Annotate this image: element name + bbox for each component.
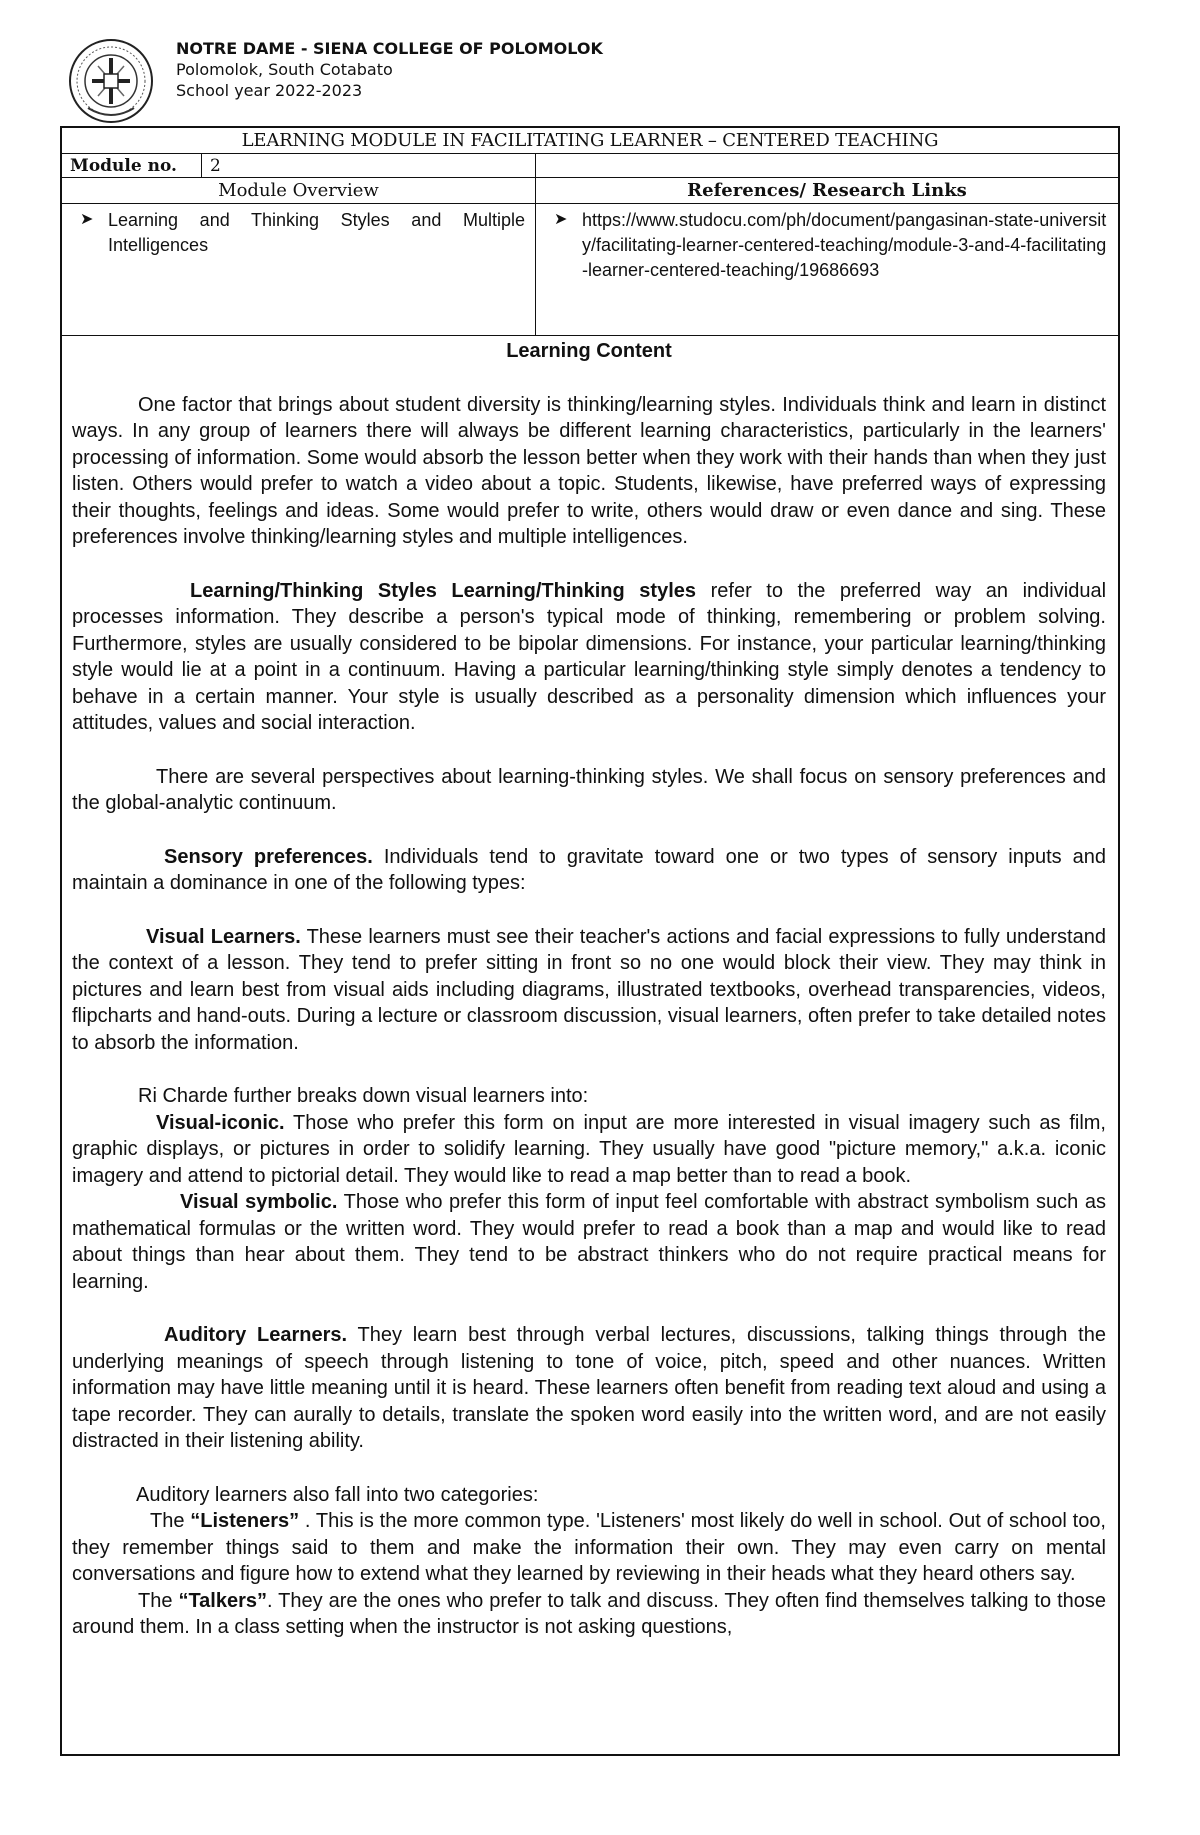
- auditory-learners-term: Auditory Learners.: [164, 1324, 348, 1346]
- sensory-term: Sensory preferences.: [164, 845, 373, 868]
- paragraph-talkers: [72, 1588, 1106, 1641]
- document-header: [68, 38, 1108, 124]
- learning-styles-term: Learning/Thinking Styles Learning/Thinking styles: [190, 579, 697, 602]
- paragraph-visual-iconic: [72, 1110, 1106, 1190]
- learning-content: [62, 338, 1118, 1641]
- school-seal-icon: [68, 38, 154, 124]
- overview-body-row: [62, 204, 1118, 336]
- learning-styles-text: refer to the preferred way an individual processes information. They describe a person's typical mode of thinking, remembering or problem solving. Furthermore, styles are usually considered to be bipolar dimensions. For instance, your particular learning/thinking style would lie at a point in a continuum. Having a particular learning/thinking style simply denotes a tendency to behave in a certain manner. Your style is usually described as a personality dimension which influences your attitudes, values and social interaction.: [72, 579, 1107, 734]
- overview-item: [62, 204, 535, 258]
- reference-item: [536, 204, 1118, 283]
- overview-header-row: [62, 178, 1118, 204]
- richarde-text: Ri Charde further breaks down visual learners into:: [138, 1085, 589, 1107]
- school-year: School year 2022-2023: [176, 81, 363, 100]
- paragraph-sensory: [72, 844, 1106, 897]
- module-title: LEARNING MODULE IN FACILITATING LEARNER – CENTERED TEACHING: [241, 130, 939, 151]
- auditory-learners-text: They learn best through verbal lectures, discussions, talking things through the underlying meanings of speech through listening to tone of voice, pitch, speed and other nuances. Written information may have little meaning until it is heard. These learners often benefit from reading text aloud and using a tape recorder. They can aurally to details, translate the spoken word easily into the written word, and are not easily distracted in their listening ability.: [72, 1324, 1106, 1452]
- visual-symbolic-text: Those who prefer this form of input feel comfortable with abstract symbolism such as mathematical formulas or the written word. They would prefer to read a book than a map and would like to read about things than hear about them. They tend to be abstract thinkers who do not require practical means for learning.: [72, 1191, 1106, 1293]
- reference-link[interactable]: https://www.studocu.com/ph/document/pangasinan-state-university/facilitating-learner-centered-teaching/module-3-and-4-facilitating-learner-centered-teaching/19686693: [582, 210, 1107, 280]
- visual-symbolic-term: Visual symbolic.: [180, 1191, 338, 1213]
- module-title-row: [62, 128, 1118, 154]
- arrow-bullet-icon: ➤: [80, 211, 94, 228]
- paragraph-learning-styles: [72, 578, 1106, 737]
- visual-learners-term: Visual Learners.: [146, 925, 301, 948]
- module-number-empty-cell: [536, 154, 1118, 177]
- school-name: NOTRE DAME - SIENA COLLEGE OF POLOMOLOK: [176, 39, 603, 58]
- paragraph-listeners: [72, 1508, 1106, 1588]
- talkers-prefix: The: [138, 1589, 179, 1612]
- listeners-prefix: The: [150, 1510, 191, 1532]
- sensory-text: Individuals tend to gravitate toward one or two types of sensory inputs and maintain a dominance in one of the following types:: [72, 845, 1107, 894]
- references-cell: [536, 204, 1118, 335]
- overview-cell: [62, 204, 536, 335]
- module-frame: [60, 126, 1120, 1756]
- school-location: Polomolok, South Cotabato: [176, 60, 393, 79]
- school-info: [176, 38, 603, 101]
- paragraph-richarde: [72, 1083, 1106, 1110]
- module-number-row: [62, 154, 1118, 178]
- paragraph-intro-text: One factor that brings about student diversity is thinking/learning styles. Individuals think and learn in distinct ways. In any group of learners there will always be different learning characteristics, particularly in the learners' processing of information. Some would absorb the lesson better when they work with their hands than when they just listen. Others would prefer to watch a video about a topic. Students, likewise, have preferred ways of expressing their thoughts, feelings and ideas. Some would prefer to write, others would draw or even dance and sing. These preferences involve thinking/learning styles and multiple intelligences.: [72, 393, 1106, 548]
- paragraph-intro: [72, 392, 1106, 551]
- talkers-term: “Talkers”: [178, 1589, 268, 1612]
- paragraph-auditory-learners: [72, 1322, 1106, 1455]
- paragraph-auditory-categories: [72, 1482, 1106, 1509]
- learning-content-heading: Learning Content: [506, 340, 672, 362]
- paragraph-visual-symbolic: [72, 1189, 1106, 1295]
- listeners-text: . This is the more common type. 'Listeners' most likely do well in school. Out of school too, they remember things said to them and make the information their own. They may even carry on mental conversations and figure how to extend what they learned by reviewing in their heads what they heard others say.: [72, 1510, 1106, 1585]
- auditory-categories-text: Auditory learners also fall into two categories:: [136, 1483, 539, 1506]
- visual-iconic-text: Those who prefer this form on input are more interested in visual imagery such as film, graphic displays, or pictures in order to solidify learning. They usually have good "picture memory," a.k.a. iconic imagery and attend to pictorial detail. They would like to read a map better than to read a book.: [72, 1111, 1106, 1187]
- module-number-label: Module no.: [62, 154, 202, 177]
- overview-item-text: Learning and Thinking Styles and Multiple Intelligences: [108, 210, 525, 255]
- module-overview-heading: Module Overview: [62, 178, 536, 203]
- arrow-bullet-icon: ➤: [554, 211, 568, 228]
- listeners-term: “Listeners”: [190, 1510, 300, 1532]
- references-heading: References/ Research Links: [687, 180, 967, 201]
- talkers-text: . They are the ones who prefer to talk and discuss. They often find themselves talking to those around them. In a class setting when the instructor is not asking questions,: [72, 1589, 1106, 1638]
- perspectives-text: There are several perspectives about learning-thinking styles. We shall focus on sensory preferences and the global-analytic continuum.: [72, 765, 1106, 814]
- visual-learners-text: These learners must see their teacher's actions and facial expressions to fully understand the context of a lesson. They tend to prefer sitting in front so no one would block their view. They may think in pictures and learn best from visual aids including diagrams, illustrated textbooks, overhead transparencies, videos, flipcharts and hand-outs. During a lecture or classroom discussion, visual learners, often prefer to take detailed notes to absorb the information.: [72, 925, 1106, 1054]
- visual-iconic-term: Visual-iconic.: [156, 1111, 285, 1134]
- paragraph-perspectives: [72, 764, 1106, 817]
- module-number-value: 2: [202, 154, 536, 177]
- paragraph-visual-learners: [72, 924, 1106, 1057]
